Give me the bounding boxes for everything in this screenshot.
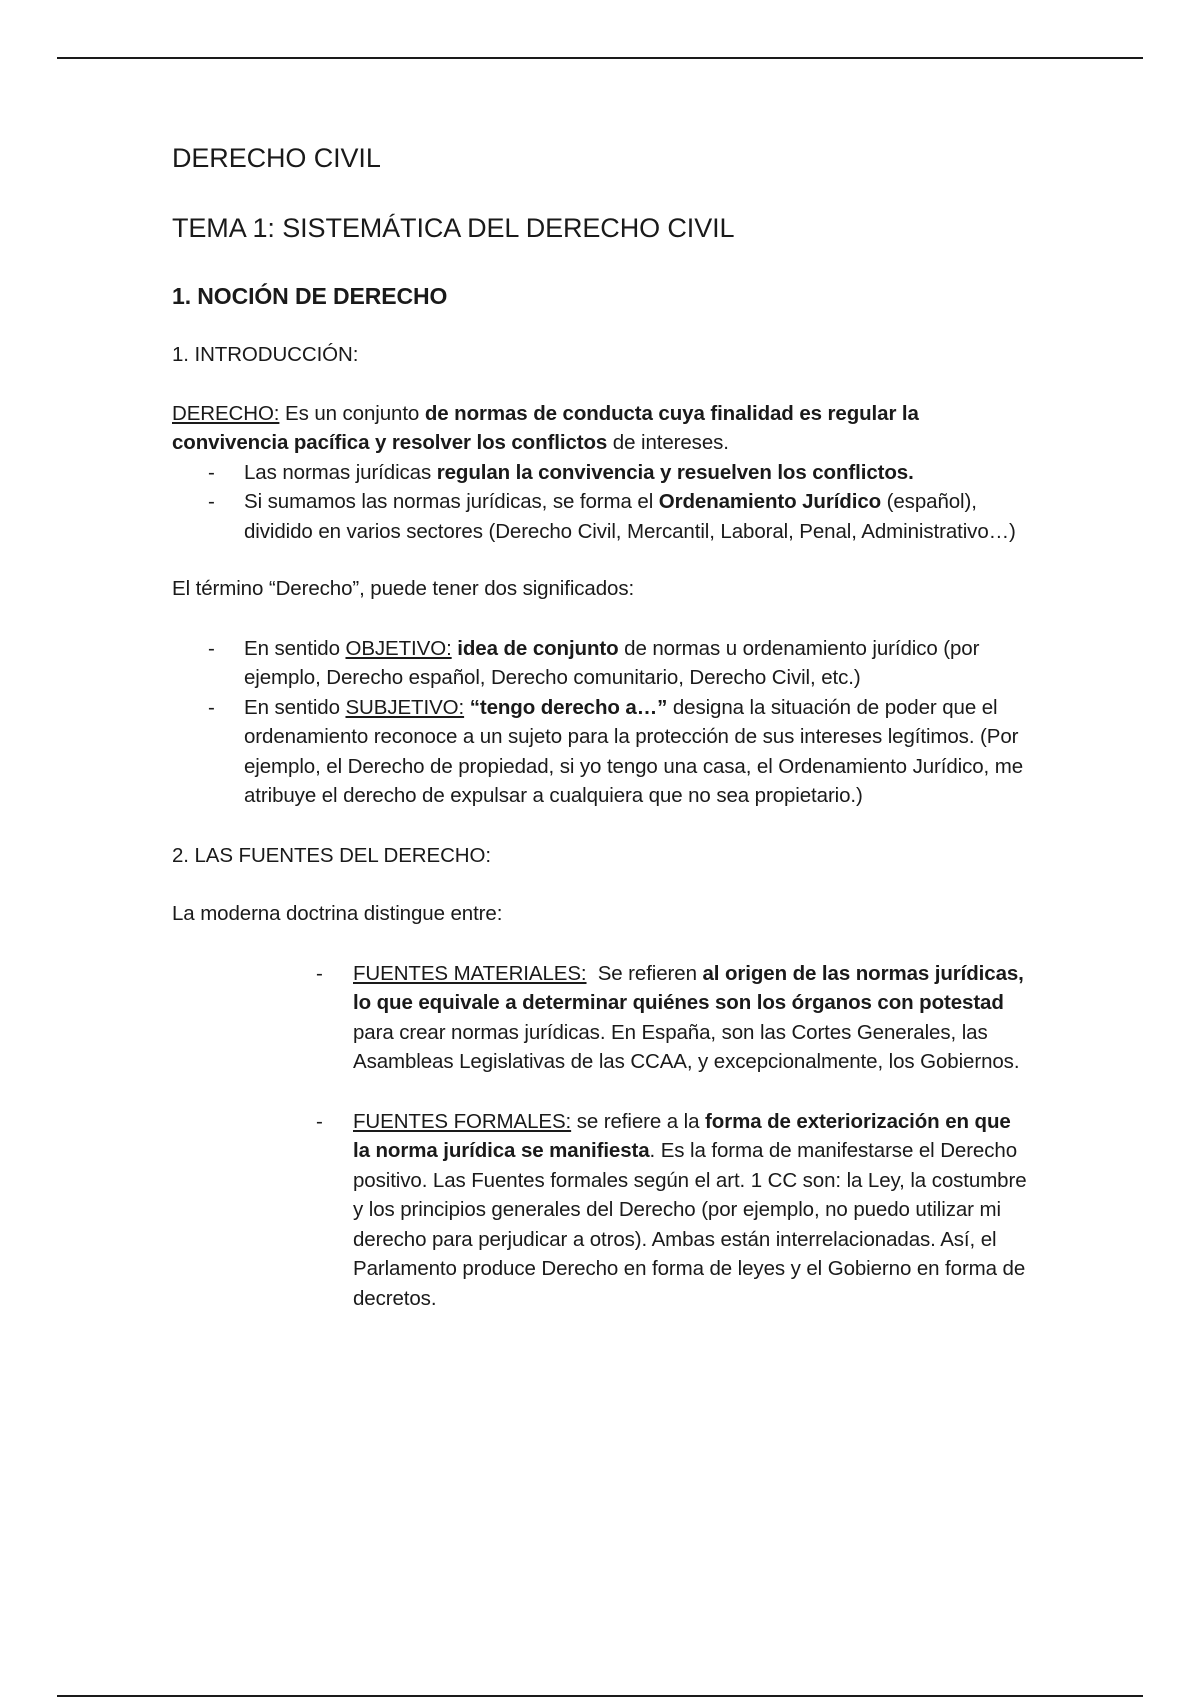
list-item-text-end: (español), dividido en varios sectores (Derecho Civil, Mercantil, Laboral, Penal, Administrativo…)	[244, 490, 1016, 543]
list-item-bold: al origen de las normas jurídicas, lo que equivale a determinar quiénes son los órganos con potestad	[353, 961, 1024, 1014]
list-item-text: En sentido	[244, 695, 346, 719]
list-item-bold: forma de exteriorización en que la norma jurídica se manifiesta	[353, 1109, 1011, 1162]
list-item	[172, 959, 1030, 1077]
list-item-underlined: FUENTES MATERIALES:	[353, 961, 587, 985]
list-item-text-end: . Es la forma de manifestarse el Derecho positivo. Las Fuentes formales según el art. 1 CC son: la Ley, la costumbre y los principios generales del Derecho (por ejemplo, no puedo utilizar mi derecho para perjudicar a otros). Ambas están interrelacionadas. Así, el Parlamento produce Derecho en forma de leyes y el Gobierno en forma de decretos.	[353, 1139, 1027, 1310]
list-item	[172, 634, 1030, 693]
dash-marker: -	[208, 460, 215, 484]
list-item	[172, 1107, 1030, 1314]
definition-text: Es un conjunto	[279, 401, 425, 425]
list-item	[172, 693, 1030, 811]
top-rule	[57, 57, 1143, 59]
dash-marker: -	[208, 695, 215, 719]
list-item-text: Se refieren	[586, 961, 703, 985]
fuentes-intro: La moderna doctrina distingue entre:	[172, 902, 503, 925]
list-item-bold: regulan la convivencia y resuelven los conflictos.	[436, 460, 914, 484]
list-item-text: se refiere a la	[571, 1109, 706, 1133]
list-item-underlined: FUENTES FORMALES:	[353, 1109, 572, 1133]
bottom-rule	[57, 1695, 1143, 1697]
list-item-text-end: para crear normas jurídicas. En España, son las Cortes Generales, las Asambleas Legislativas de las CCAA, y excepcionalmente, los Gobiernos.	[353, 1020, 1020, 1073]
list-item-text: En sentido	[244, 636, 346, 660]
fuentes-bullets	[172, 959, 1030, 1314]
dash-marker: -	[316, 1109, 323, 1133]
definition-text-end: de intereses.	[607, 431, 729, 454]
definition-paragraph	[172, 399, 1030, 458]
list-item-underlined: SUBJETIVO:	[345, 695, 465, 719]
list-item-underlined: OBJETIVO:	[345, 636, 452, 660]
list-spacer	[172, 1077, 1030, 1107]
dash-marker: -	[316, 961, 323, 985]
subheading-fuentes: 2. LAS FUENTES DEL DERECHO:	[172, 843, 491, 867]
section-heading: 1. NOCIÓN DE DERECHO	[172, 283, 448, 309]
document-page	[172, 140, 1030, 1313]
list-item-text: Las normas jurídicas	[244, 460, 437, 484]
list-item-bold: “tengo derecho a…”	[469, 695, 668, 719]
document-title: DERECHO CIVIL	[172, 143, 381, 173]
significados-intro: El término “Derecho”, puede tener dos significados:	[172, 577, 635, 600]
definition-bullets	[172, 458, 1030, 547]
list-item	[172, 487, 1030, 546]
list-item-bold: Ordenamiento Jurídico	[658, 490, 882, 513]
list-item	[172, 458, 1030, 488]
topic-title: TEMA 1: SISTEMÁTICA DEL DERECHO CIVIL	[172, 213, 735, 243]
dash-marker: -	[208, 490, 215, 513]
definition-label: DERECHO:	[172, 401, 280, 425]
list-item-text-end: designa la situación de poder que el ordenamiento reconoce a un sujeto para la protección de sus intereses legítimos. (Por ejemplo, el Derecho de propiedad, si yo tengo una casa, el Ordenamiento Jurídico, me atribuye el derecho de expulsar a cualquiera que no sea propietario.)	[244, 695, 1024, 807]
dash-marker: -	[208, 636, 215, 660]
list-item-text-end: de normas u ordenamiento jurídico (por ejemplo, Derecho español, Derecho comunitario, Derecho Civil, etc.)	[244, 636, 980, 689]
list-item-bold: idea de conjunto	[457, 636, 619, 660]
definition-bold: de normas de conducta cuya finalidad es regular la convivencia pacífica y resolver los conflictos	[172, 401, 919, 454]
significados-bullets	[172, 634, 1030, 811]
subheading-introduccion: 1. INTRODUCCIÓN:	[172, 343, 359, 366]
list-item-text: Si sumamos las normas jurídicas, se forma el	[244, 490, 659, 513]
